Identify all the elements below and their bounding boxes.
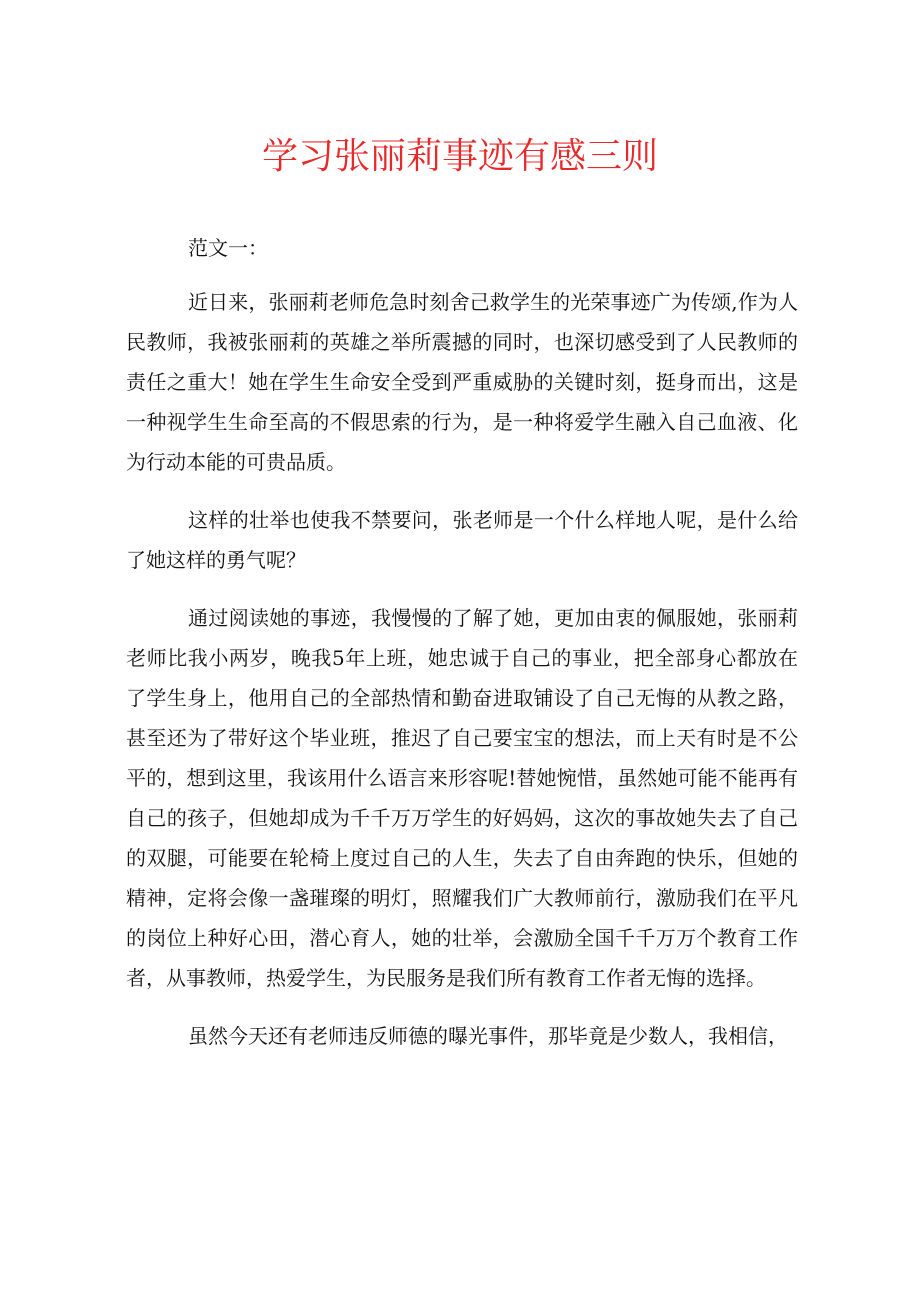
paragraph-3: 通过阅读她的事迹，我慢慢的了解了她，更加由衷的佩服她，张丽莉老师比我小两岁，晚我5年上班，她忠诚于自己的事业，把全部身心都放在了学生身上，他用自己的全部热情和勤奋进取铺设了自己无悔的从教之路，甚至还为了带好这个毕业班，推迟了自己要宝宝的想法，而上天有时是不公平的，想到这里，我该用什么语言来形容呢!替她惋惜，虽然她可能不能再有自己的孩子，但她却成为千千万万学生的好妈妈，这次的事故她失去了自己的双腿，可能要在轮椅上度过自己的人生，失去了自由奔跑的快乐，但她的精神，定将会像一盏璀璨的明灯，照耀我们广大教师前行，激励我们在平凡的岗位上种好心田，潜心育人，她的壮举，会激励全国千千万万个教育工作者，从事教师，热爱学生，为民服务是我们所有教育工作者无悔的选择。 bbox=[126, 606, 798, 990]
document-body bbox=[126, 228, 798, 1074]
paragraph-4: 虽然今天还有老师违反师德的曝光事件，那毕竟是少数人，我相信， bbox=[188, 1024, 788, 1048]
paragraph-1: 近日来，张丽莉老师危急时刻舍己救学生的光荣事迹广为传颂,作为人民教师，我被张丽莉的英雄之举所震撼的同时，也深切感受到了人民教师的责任之重大！她在学生生命安全受到严重威胁的关键时刻，挺身而出，这是一种视学生生命至高的不假思索的行为，是一种将爱学生融入自己血液、化为行动本能的可贵品质。 bbox=[126, 290, 798, 474]
section-label: 范文一： bbox=[188, 236, 268, 260]
document-title: 学习张丽莉事迹有感三则 bbox=[261, 136, 658, 177]
paragraph-2: 这样的壮举也使我不禁要问，张老师是一个什么样地人呢，是什么给了她这样的勇气呢？ bbox=[126, 508, 798, 572]
